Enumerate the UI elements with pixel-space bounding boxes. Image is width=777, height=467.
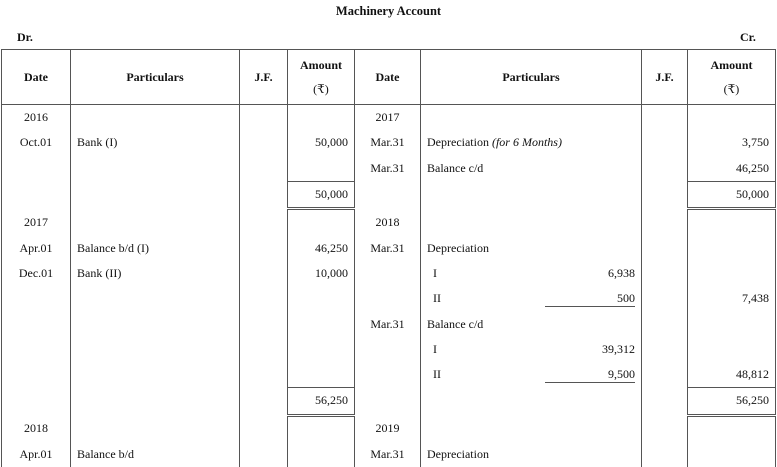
particulars-cell: Depreciation [421, 442, 642, 467]
date-cell: 2016 [2, 105, 71, 131]
table-row [2, 415, 776, 442]
header-jf-left: J.F. [240, 50, 288, 105]
particulars-cell: Bank (I) [71, 130, 240, 155]
particulars-cell: Balance b/d [71, 442, 240, 467]
credit-label: Cr. [740, 30, 756, 44]
sub-entry-label: I [433, 341, 437, 356]
total-cell: 50,000 [288, 181, 355, 208]
sub-entry-cell [421, 286, 642, 311]
amount-cell: 3,750 [688, 130, 776, 155]
header-date-left: Date [2, 50, 71, 105]
account-title: Machinery Account [335, 4, 442, 18]
header-particulars-left: Particulars [71, 50, 240, 105]
header-date-right: Date [355, 50, 421, 105]
amount-cell: 7,438 [688, 286, 776, 311]
particulars-text: Depreciation [427, 135, 489, 150]
header-amount-right [688, 50, 776, 105]
amount-cell: 48,812 [688, 362, 776, 388]
sub-entry-label: II [433, 290, 441, 305]
sub-entry-value: 9,500 [545, 367, 635, 383]
date-cell: Mar.31 [355, 130, 421, 155]
date-cell: 2019 [355, 415, 421, 442]
date-cell: 2017 [2, 209, 71, 236]
table-row [2, 286, 776, 311]
total-row [2, 388, 776, 415]
amount-cell: 46,250 [288, 235, 355, 260]
sub-entry-cell [421, 261, 642, 286]
table-row [2, 105, 776, 131]
particulars-cell [421, 130, 642, 155]
particulars-cell: Balance c/d [421, 156, 642, 182]
date-cell: Mar.31 [355, 311, 421, 336]
date-cell: 2017 [355, 105, 421, 131]
date-cell: Mar.31 [355, 235, 421, 260]
date-cell: Mar.31 [355, 442, 421, 467]
particulars-cell: Bank (II) [71, 261, 240, 286]
header-currency: (₹) [723, 82, 740, 96]
table-row [2, 156, 776, 182]
table-row [2, 235, 776, 260]
date-cell: Apr.01 [2, 442, 71, 467]
sub-entry-value: 500 [545, 291, 635, 307]
table-row [2, 442, 776, 467]
header-particulars-right: Particulars [421, 50, 642, 105]
amount-cell: 46,250 [688, 156, 776, 182]
date-cell: 2018 [2, 415, 71, 442]
sub-entry-label: I [433, 265, 437, 280]
ledger-table [1, 49, 776, 467]
sub-entry-cell [421, 362, 642, 388]
sub-entry-value: 6,938 [608, 265, 635, 280]
table-row [2, 362, 776, 388]
debit-label: Dr. [17, 30, 33, 44]
particulars-cell: Balance c/d [421, 311, 642, 336]
total-row [2, 181, 776, 208]
total-cell: 56,250 [688, 388, 776, 415]
table-row [2, 130, 776, 155]
header-amount-label: Amount [299, 58, 342, 72]
date-cell: Mar.31 [355, 156, 421, 182]
total-cell: 50,000 [688, 181, 776, 208]
date-cell: Apr.01 [2, 235, 71, 260]
sub-entry-label: II [433, 366, 441, 381]
sub-entry-value: 39,312 [602, 341, 635, 356]
header-amount-left [288, 50, 355, 105]
table-row [2, 209, 776, 236]
total-cell: 56,250 [288, 388, 355, 415]
table-row [2, 261, 776, 286]
table-row [2, 311, 776, 336]
header-jf-right: J.F. [642, 50, 688, 105]
particulars-note: (for 6 Months) [491, 135, 562, 150]
particulars-cell: Depreciation [421, 235, 642, 260]
amount-cell: 50,000 [288, 130, 355, 155]
header-currency: (₹) [313, 82, 329, 96]
table-row [2, 337, 776, 362]
sub-entry-cell [421, 337, 642, 362]
header-row [2, 50, 776, 105]
date-cell: Oct.01 [2, 130, 71, 155]
date-cell: Dec.01 [2, 261, 71, 286]
date-cell: 2018 [355, 209, 421, 236]
header-amount-label: Amount [710, 58, 753, 72]
amount-cell: 10,000 [288, 261, 355, 286]
particulars-cell: Balance b/d (I) [71, 235, 240, 260]
